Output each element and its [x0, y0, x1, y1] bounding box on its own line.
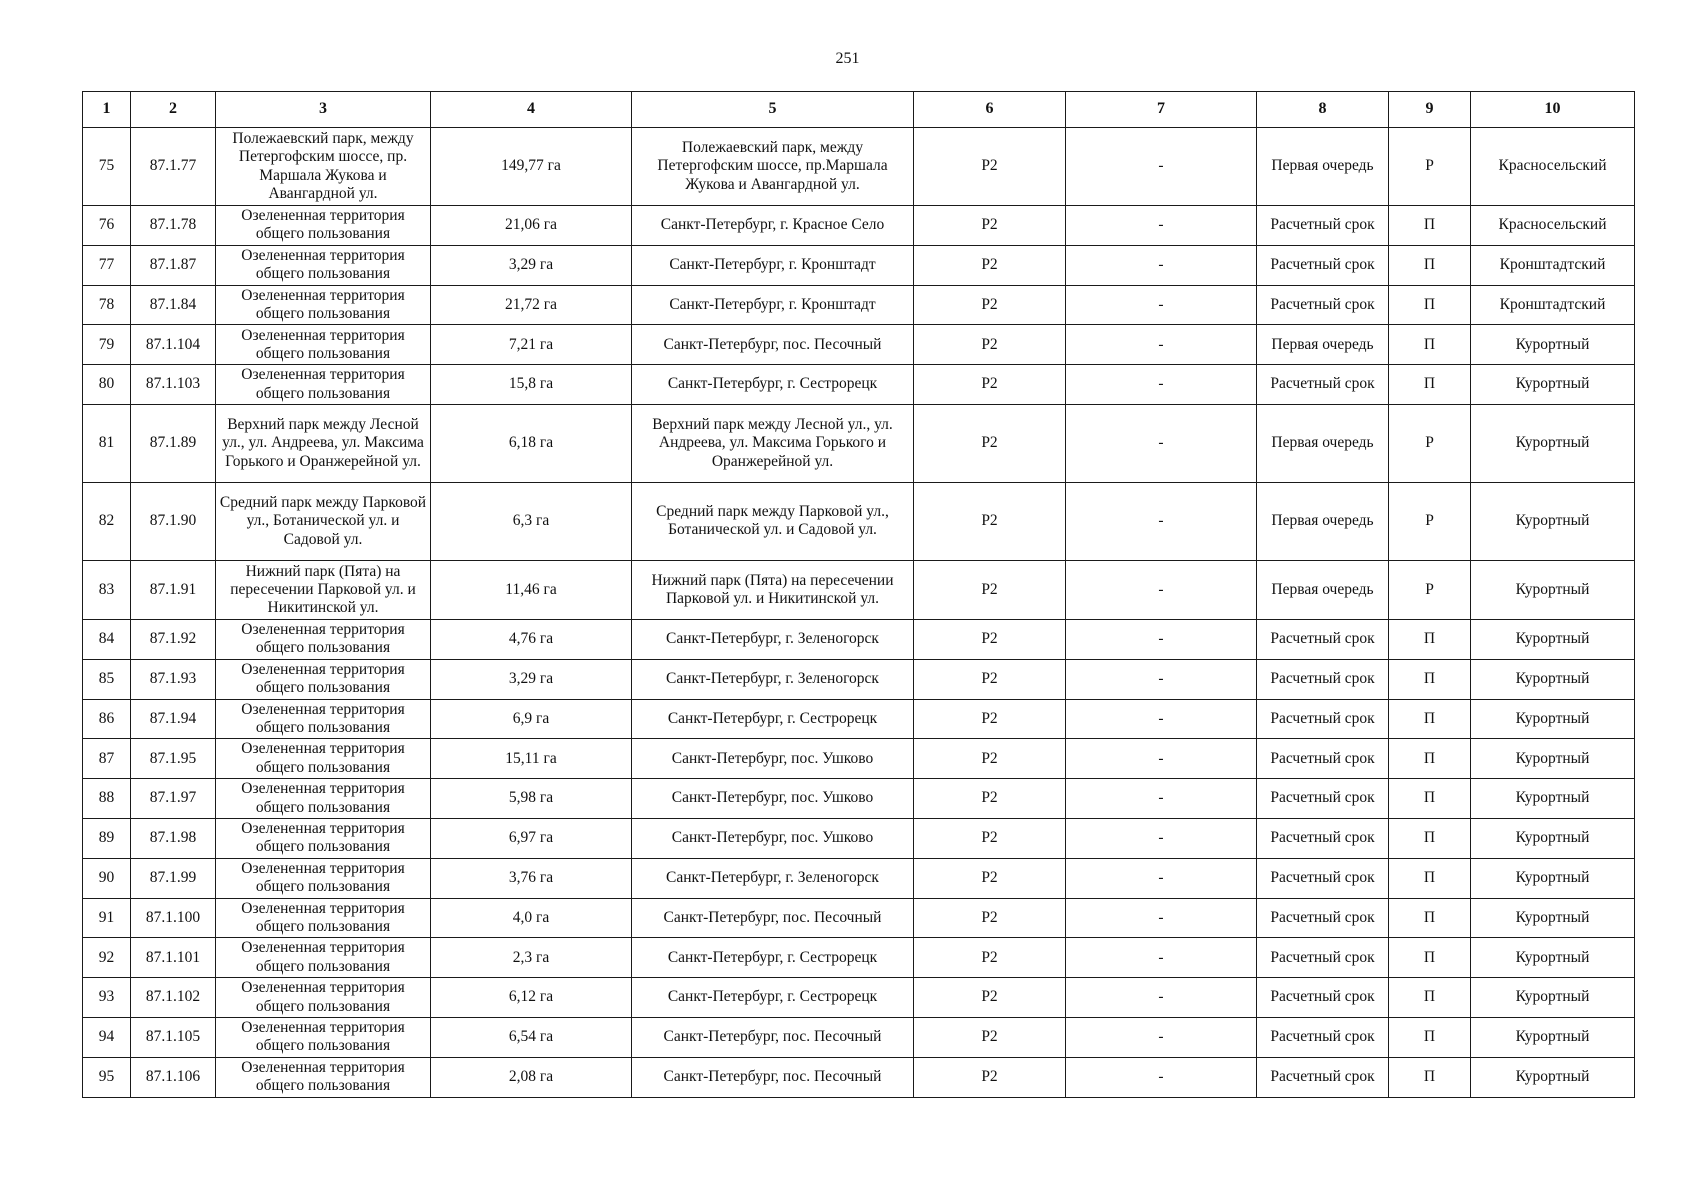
object-name-cell: Средний парк между Парковой ул., Ботанической ул. и Садовой ул. — [216, 482, 431, 560]
table-row — [83, 365, 1635, 405]
table-row — [83, 699, 1635, 739]
zone-cell: Р2 — [914, 619, 1066, 659]
code-cell: 87.1.98 — [131, 818, 216, 858]
object-name-cell: Озелененная территория общего пользования — [216, 858, 431, 898]
type-cell: П — [1389, 1057, 1471, 1097]
code-cell: 87.1.92 — [131, 619, 216, 659]
row-number-cell: 79 — [83, 325, 131, 365]
code-cell: 87.1.103 — [131, 365, 216, 405]
zone-cell: Р2 — [914, 938, 1066, 978]
registry-table — [82, 91, 1635, 1098]
code-cell: 87.1.90 — [131, 482, 216, 560]
stage-cell: Расчетный срок — [1257, 659, 1389, 699]
object-name-cell: Озелененная территория общего пользования — [216, 245, 431, 285]
code-cell: 87.1.84 — [131, 285, 216, 325]
code-cell: 87.1.87 — [131, 245, 216, 285]
type-cell: П — [1389, 1017, 1471, 1057]
object-name-cell: Озелененная территория общего пользования — [216, 206, 431, 246]
column7-cell: - — [1066, 128, 1257, 206]
stage-cell: Расчетный срок — [1257, 858, 1389, 898]
address-cell: Санкт-Петербург, пос. Песочный — [632, 898, 914, 938]
stage-cell: Расчетный срок — [1257, 365, 1389, 405]
zone-cell: Р2 — [914, 739, 1066, 779]
row-number-cell: 75 — [83, 128, 131, 206]
stage-cell: Расчетный срок — [1257, 206, 1389, 246]
table-row — [83, 482, 1635, 560]
code-cell: 87.1.106 — [131, 1057, 216, 1097]
stage-cell: Расчетный срок — [1257, 699, 1389, 739]
address-cell: Санкт-Петербург, пос. Ушково — [632, 779, 914, 819]
header-row — [83, 92, 1635, 128]
district-cell: Курортный — [1471, 404, 1635, 482]
zone-cell: Р2 — [914, 365, 1066, 405]
stage-cell: Расчетный срок — [1257, 779, 1389, 819]
address-cell: Санкт-Петербург, пос. Песочный — [632, 325, 914, 365]
column7-cell: - — [1066, 1017, 1257, 1057]
address-cell: Санкт-Петербург, г. Сестрорецк — [632, 365, 914, 405]
row-number-cell: 76 — [83, 206, 131, 246]
area-cell: 2,3 га — [431, 938, 632, 978]
column7-cell: - — [1066, 898, 1257, 938]
column7-cell: - — [1066, 739, 1257, 779]
district-cell: Курортный — [1471, 898, 1635, 938]
column-header: 9 — [1389, 92, 1471, 128]
type-cell: П — [1389, 365, 1471, 405]
column7-cell: - — [1066, 1057, 1257, 1097]
district-cell: Курортный — [1471, 699, 1635, 739]
area-cell: 3,29 га — [431, 245, 632, 285]
type-cell: П — [1389, 978, 1471, 1018]
column7-cell: - — [1066, 779, 1257, 819]
stage-cell: Первая очередь — [1257, 560, 1389, 619]
type-cell: П — [1389, 245, 1471, 285]
zone-cell: Р2 — [914, 1057, 1066, 1097]
code-cell: 87.1.93 — [131, 659, 216, 699]
row-number-cell: 87 — [83, 739, 131, 779]
zone-cell: Р2 — [914, 404, 1066, 482]
object-name-cell: Озелененная территория общего пользования — [216, 978, 431, 1018]
table-row — [83, 619, 1635, 659]
area-cell: 4,0 га — [431, 898, 632, 938]
object-name-cell: Озелененная территория общего пользования — [216, 779, 431, 819]
row-number-cell: 88 — [83, 779, 131, 819]
stage-cell: Первая очередь — [1257, 404, 1389, 482]
zone-cell: Р2 — [914, 1017, 1066, 1057]
district-cell: Курортный — [1471, 619, 1635, 659]
stage-cell: Расчетный срок — [1257, 1057, 1389, 1097]
area-cell: 149,77 га — [431, 128, 632, 206]
area-cell: 5,98 га — [431, 779, 632, 819]
type-cell: Р — [1389, 560, 1471, 619]
district-cell: Курортный — [1471, 978, 1635, 1018]
zone-cell: Р2 — [914, 978, 1066, 1018]
object-name-cell: Озелененная территория общего пользования — [216, 659, 431, 699]
area-cell: 6,3 га — [431, 482, 632, 560]
column7-cell: - — [1066, 560, 1257, 619]
area-cell: 21,72 га — [431, 285, 632, 325]
zone-cell: Р2 — [914, 779, 1066, 819]
code-cell: 87.1.78 — [131, 206, 216, 246]
zone-cell: Р2 — [914, 818, 1066, 858]
column7-cell: - — [1066, 818, 1257, 858]
stage-cell: Первая очередь — [1257, 325, 1389, 365]
type-cell: П — [1389, 619, 1471, 659]
district-cell: Курортный — [1471, 779, 1635, 819]
type-cell: Р — [1389, 128, 1471, 206]
area-cell: 21,06 га — [431, 206, 632, 246]
type-cell: П — [1389, 739, 1471, 779]
type-cell: П — [1389, 699, 1471, 739]
column7-cell: - — [1066, 978, 1257, 1018]
row-number-cell: 95 — [83, 1057, 131, 1097]
stage-cell: Расчетный срок — [1257, 619, 1389, 659]
district-cell: Курортный — [1471, 325, 1635, 365]
row-number-cell: 89 — [83, 818, 131, 858]
zone-cell: Р2 — [914, 285, 1066, 325]
table-row — [83, 779, 1635, 819]
type-cell: П — [1389, 938, 1471, 978]
district-cell: Красносельский — [1471, 128, 1635, 206]
table-row — [83, 404, 1635, 482]
address-cell: Санкт-Петербург, г. Зеленогорск — [632, 619, 914, 659]
zone-cell: Р2 — [914, 560, 1066, 619]
column-header: 6 — [914, 92, 1066, 128]
table-row — [83, 560, 1635, 619]
type-cell: П — [1389, 858, 1471, 898]
stage-cell: Расчетный срок — [1257, 285, 1389, 325]
code-cell: 87.1.77 — [131, 128, 216, 206]
code-cell: 87.1.97 — [131, 779, 216, 819]
object-name-cell: Озелененная территория общего пользования — [216, 365, 431, 405]
area-cell: 6,97 га — [431, 818, 632, 858]
address-cell: Полежаевский парк, между Петергофским шоссе, пр.Маршала Жукова и Авангардной ул. — [632, 128, 914, 206]
row-number-cell: 84 — [83, 619, 131, 659]
page-number: 251 — [835, 50, 860, 67]
area-cell: 3,76 га — [431, 858, 632, 898]
code-cell: 87.1.104 — [131, 325, 216, 365]
row-number-cell: 78 — [83, 285, 131, 325]
district-cell: Курортный — [1471, 1017, 1635, 1057]
column-header: 4 — [431, 92, 632, 128]
object-name-cell: Озелененная территория общего пользования — [216, 1017, 431, 1057]
district-cell: Курортный — [1471, 482, 1635, 560]
district-cell: Курортный — [1471, 560, 1635, 619]
column-header: 7 — [1066, 92, 1257, 128]
stage-cell: Первая очередь — [1257, 128, 1389, 206]
district-cell: Курортный — [1471, 739, 1635, 779]
table-row — [83, 1057, 1635, 1097]
table-header — [83, 92, 1635, 128]
row-number-cell: 80 — [83, 365, 131, 405]
zone-cell: Р2 — [914, 858, 1066, 898]
object-name-cell: Озелененная территория общего пользования — [216, 325, 431, 365]
address-cell: Санкт-Петербург, г. Сестрорецк — [632, 978, 914, 1018]
code-cell: 87.1.91 — [131, 560, 216, 619]
column7-cell: - — [1066, 938, 1257, 978]
zone-cell: Р2 — [914, 699, 1066, 739]
code-cell: 87.1.102 — [131, 978, 216, 1018]
district-cell: Кронштадтский — [1471, 285, 1635, 325]
column7-cell: - — [1066, 858, 1257, 898]
object-name-cell: Озелененная территория общего пользования — [216, 699, 431, 739]
zone-cell: Р2 — [914, 898, 1066, 938]
column7-cell: - — [1066, 619, 1257, 659]
type-cell: П — [1389, 325, 1471, 365]
code-cell: 87.1.94 — [131, 699, 216, 739]
table-row — [83, 285, 1635, 325]
address-cell: Санкт-Петербург, г. Сестрорецк — [632, 699, 914, 739]
column-header: 2 — [131, 92, 216, 128]
column7-cell: - — [1066, 365, 1257, 405]
type-cell: П — [1389, 659, 1471, 699]
stage-cell: Расчетный срок — [1257, 1017, 1389, 1057]
type-cell: П — [1389, 818, 1471, 858]
column7-cell: - — [1066, 285, 1257, 325]
row-number-cell: 92 — [83, 938, 131, 978]
column-header: 3 — [216, 92, 431, 128]
stage-cell: Расчетный срок — [1257, 739, 1389, 779]
zone-cell: Р2 — [914, 128, 1066, 206]
column7-cell: - — [1066, 659, 1257, 699]
table-row — [83, 818, 1635, 858]
type-cell: Р — [1389, 404, 1471, 482]
table-row — [83, 858, 1635, 898]
column7-cell: - — [1066, 206, 1257, 246]
stage-cell: Расчетный срок — [1257, 818, 1389, 858]
table-row — [83, 739, 1635, 779]
area-cell: 11,46 га — [431, 560, 632, 619]
code-cell: 87.1.89 — [131, 404, 216, 482]
row-number-cell: 82 — [83, 482, 131, 560]
area-cell: 6,18 га — [431, 404, 632, 482]
address-cell: Санкт-Петербург, г. Зеленогорск — [632, 858, 914, 898]
column-header: 5 — [632, 92, 914, 128]
column-header: 1 — [83, 92, 131, 128]
area-cell: 6,9 га — [431, 699, 632, 739]
district-cell: Курортный — [1471, 365, 1635, 405]
address-cell: Санкт-Петербург, пос. Ушково — [632, 739, 914, 779]
table-row — [83, 206, 1635, 246]
row-number-cell: 83 — [83, 560, 131, 619]
row-number-cell: 85 — [83, 659, 131, 699]
code-cell: 87.1.105 — [131, 1017, 216, 1057]
area-cell: 15,8 га — [431, 365, 632, 405]
table-row — [83, 1017, 1635, 1057]
table-row — [83, 245, 1635, 285]
code-cell: 87.1.95 — [131, 739, 216, 779]
row-number-cell: 93 — [83, 978, 131, 1018]
zone-cell: Р2 — [914, 245, 1066, 285]
type-cell: П — [1389, 898, 1471, 938]
code-cell: 87.1.101 — [131, 938, 216, 978]
address-cell: Санкт-Петербург, пос. Песочный — [632, 1057, 914, 1097]
table-row — [83, 128, 1635, 206]
area-cell: 15,11 га — [431, 739, 632, 779]
address-cell: Санкт-Петербург, г. Сестрорецк — [632, 938, 914, 978]
column7-cell: - — [1066, 699, 1257, 739]
row-number-cell: 77 — [83, 245, 131, 285]
table-row — [83, 325, 1635, 365]
area-cell: 3,29 га — [431, 659, 632, 699]
stage-cell: Расчетный срок — [1257, 938, 1389, 978]
district-cell: Курортный — [1471, 659, 1635, 699]
table-row — [83, 938, 1635, 978]
area-cell: 4,76 га — [431, 619, 632, 659]
code-cell: 87.1.100 — [131, 898, 216, 938]
address-cell: Санкт-Петербург, г. Зеленогорск — [632, 659, 914, 699]
address-cell: Санкт-Петербург, г. Кронштадт — [632, 285, 914, 325]
row-number-cell: 86 — [83, 699, 131, 739]
zone-cell: Р2 — [914, 206, 1066, 246]
stage-cell: Расчетный срок — [1257, 245, 1389, 285]
district-cell: Курортный — [1471, 858, 1635, 898]
address-cell: Санкт-Петербург, пос. Ушково — [632, 818, 914, 858]
table-body — [83, 128, 1635, 1098]
table-row — [83, 978, 1635, 1018]
type-cell: П — [1389, 285, 1471, 325]
code-cell: 87.1.99 — [131, 858, 216, 898]
address-cell: Средний парк между Парковой ул., Ботанической ул. и Садовой ул. — [632, 482, 914, 560]
object-name-cell: Нижний парк (Пята) на пересечении Парковой ул. и Никитинской ул. — [216, 560, 431, 619]
address-cell: Нижний парк (Пята) на пересечении Парковой ул. и Никитинской ул. — [632, 560, 914, 619]
object-name-cell: Озелененная территория общего пользования — [216, 285, 431, 325]
stage-cell: Первая очередь — [1257, 482, 1389, 560]
stage-cell: Расчетный срок — [1257, 898, 1389, 938]
address-cell: Санкт-Петербург, г. Кронштадт — [632, 245, 914, 285]
stage-cell: Расчетный срок — [1257, 978, 1389, 1018]
object-name-cell: Озелененная территория общего пользования — [216, 938, 431, 978]
district-cell: Курортный — [1471, 938, 1635, 978]
table-row — [83, 898, 1635, 938]
zone-cell: Р2 — [914, 325, 1066, 365]
object-name-cell: Озелененная территория общего пользования — [216, 898, 431, 938]
zone-cell: Р2 — [914, 482, 1066, 560]
district-cell: Кронштадтский — [1471, 245, 1635, 285]
district-cell: Красносельский — [1471, 206, 1635, 246]
column7-cell: - — [1066, 404, 1257, 482]
row-number-cell: 94 — [83, 1017, 131, 1057]
row-number-cell: 81 — [83, 404, 131, 482]
column-header: 10 — [1471, 92, 1635, 128]
area-cell: 2,08 га — [431, 1057, 632, 1097]
object-name-cell: Озелененная территория общего пользования — [216, 1057, 431, 1097]
address-cell: Верхний парк между Лесной ул., ул. Андреева, ул. Максима Горького и Оранжерейной ул. — [632, 404, 914, 482]
row-number-cell: 91 — [83, 898, 131, 938]
object-name-cell: Озелененная территория общего пользования — [216, 739, 431, 779]
address-cell: Санкт-Петербург, г. Красное Село — [632, 206, 914, 246]
column7-cell: - — [1066, 245, 1257, 285]
zone-cell: Р2 — [914, 659, 1066, 699]
type-cell: П — [1389, 206, 1471, 246]
district-cell: Курортный — [1471, 1057, 1635, 1097]
type-cell: Р — [1389, 482, 1471, 560]
object-name-cell: Озелененная территория общего пользования — [216, 818, 431, 858]
area-cell: 7,21 га — [431, 325, 632, 365]
area-cell: 6,54 га — [431, 1017, 632, 1057]
table-row — [83, 659, 1635, 699]
district-cell: Курортный — [1471, 818, 1635, 858]
column7-cell: - — [1066, 325, 1257, 365]
column-header: 8 — [1257, 92, 1389, 128]
column7-cell: - — [1066, 482, 1257, 560]
object-name-cell: Верхний парк между Лесной ул., ул. Андреева, ул. Максима Горького и Оранжерейной ул. — [216, 404, 431, 482]
object-name-cell: Озелененная территория общего пользования — [216, 619, 431, 659]
object-name-cell: Полежаевский парк, между Петергофским шоссе, пр. Маршала Жукова и Авангардной ул. — [216, 128, 431, 206]
area-cell: 6,12 га — [431, 978, 632, 1018]
address-cell: Санкт-Петербург, пос. Песочный — [632, 1017, 914, 1057]
type-cell: П — [1389, 779, 1471, 819]
row-number-cell: 90 — [83, 858, 131, 898]
